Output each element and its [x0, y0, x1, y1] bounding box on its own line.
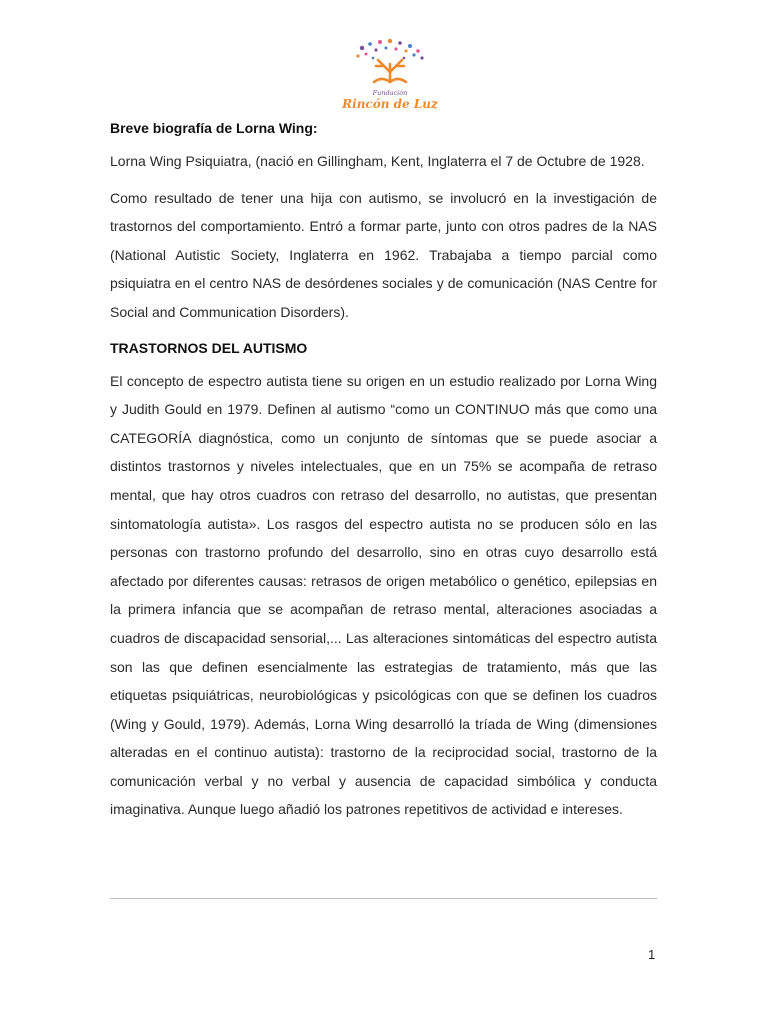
biography-paragraph-2: Como resultado de tener una hija con autismo, se involucró en la investigación de trastornos del comportamiento. Entró a formar parte, junto con otros padres de la NAS (National Autistic Society, Inglaterra en 1962. Trabajaba a tiempo parcial como psiquiatra en el centro NAS de desórdenes sociales y de comunicación (NAS Centre for Social and Communication Disorders). — [110, 189, 657, 320]
document-body — [110, 117, 657, 824]
autism-disorders-heading: TRASTORNOS DEL AUTISMO — [110, 339, 308, 356]
leaves-icon — [356, 39, 423, 60]
logo-name: Rincón de Luz — [342, 97, 438, 111]
biography-paragraph-1: Lorna Wing Psiquiatra, (nació en Gillingham, Kent, Inglaterra el 7 de Octubre de 1928. — [110, 153, 645, 169]
biography-heading: Breve biografía de Lorna Wing: — [110, 120, 318, 136]
autism-paragraph: El concepto de espectro autista tiene su origen en un estudio realizado por Lorna Wing y Judith Gould en 1979. Definen al autismo “como un CONTINUO más que como una CATEGORÍA diagnóstica, como un conjunto de síntomas que se puede asociar a distintos trastornos y niveles intelectuales, que en un 75% se acompaña de retraso mental, que hay otros cuadros con retraso del desarrollo, no autistas, que presentan sintomatología autista». Los rasgos del espectro autista no se producen sólo en las personas con trastorno profundo del desarrollo, sino en otras cuyo desarrollo está afectado por diferentes causas: retrasos de origen metabólico o genético, epilepsias en la primera infancia que se acompañan de retraso mental, alteraciones asociadas a cuadros de discapacidad sensorial,... Las alteraciones sintomáticas del espectro autista son las que definen esencialmente las estrategias de tratamiento, más que las etiquetas psiquiátricas, neurobiológicas y psicológicas con que se definen los cuadros (Wing y Gould, 1979). Además, Lorna Wing desarrolló la tríada de Wing (dimensiones alteradas en el continuo autista): trastorno de la reciprocidad social, trastorno de la comunicación verbal y no verbal y ausencia de capacidad simbólica y conducta imaginativa. Aunque luego añadió los patrones repetitivos de actividad e intereses. — [110, 372, 657, 818]
logo-small-text: Fundación — [372, 89, 408, 97]
footer-divider — [110, 898, 657, 899]
fundacion-rincon-de-luz-logo — [340, 38, 440, 114]
page-number: 1 — [648, 947, 656, 962]
tree-hands-icon — [374, 60, 406, 82]
